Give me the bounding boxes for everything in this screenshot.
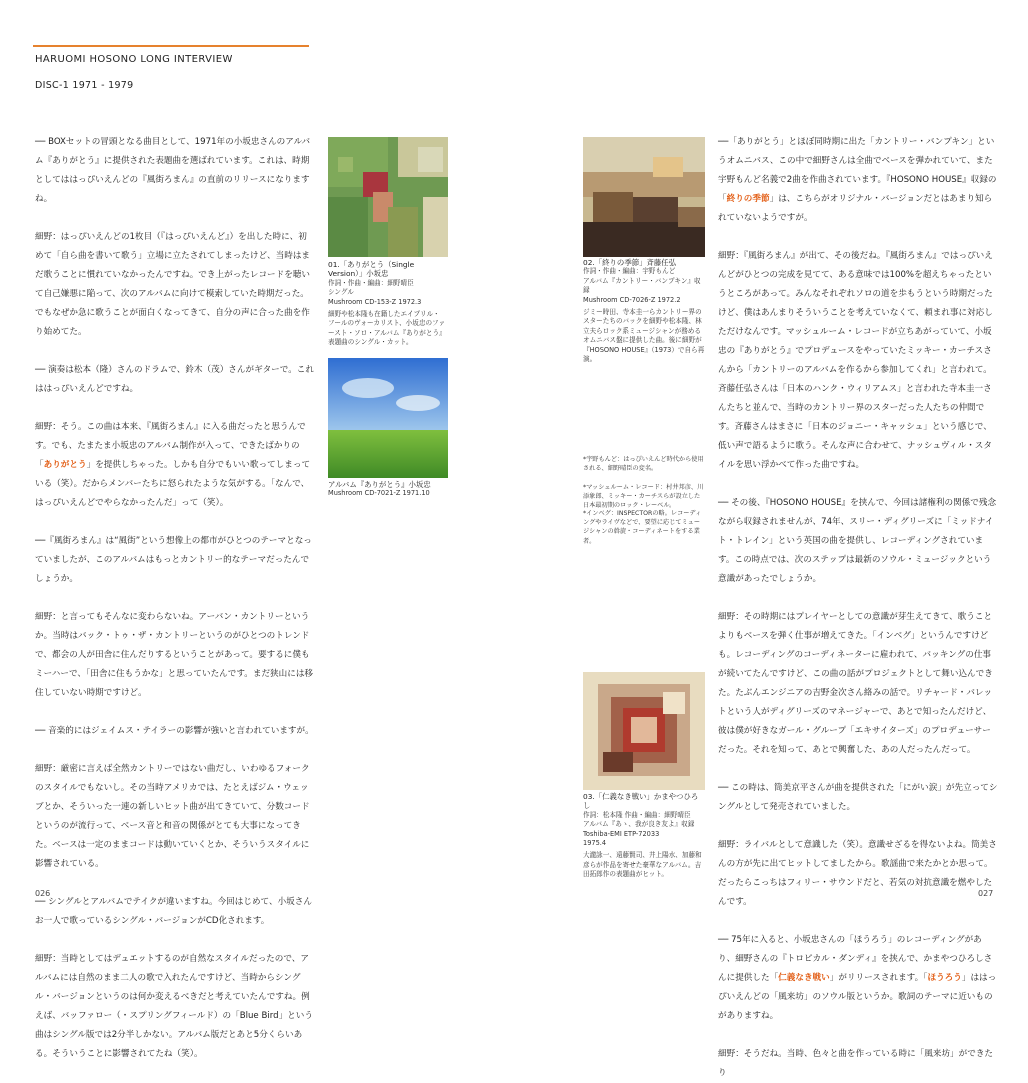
paragraph: 細野：と言ってもそんなに変わらないね。アーバン・カントリーというか。当時はバック・トゥ・ザ・カントリーというのがひとつのトレンドで、都会の人が田舎に住んだりするということがあって。要するに僕もミーハーで、「田舎に住もうかな」と思っていたんです。まだ狭山には移住していない時期ですけど。 bbox=[35, 612, 314, 698]
highlighted-title: 仁義なき戦い bbox=[778, 973, 830, 983]
arigatou-single-cover-image bbox=[328, 137, 448, 257]
paragraph: 細野：そう。この曲は本来、『風街ろまん』に入る曲だったと思うんです。でも、たまたま小坂忠のアルバム制作が入って、できたばかりの「ありがとう」を提供しちゃった。しかも自分でもいい歌ってしまっている（笑）。だからメンバーたちに怒られたような気がする。「なんで、はっぴいえんどでやらなかったんだ」って（笑）。 bbox=[35, 422, 311, 508]
paragraph: ──「ありがとう」とほぼ同時期に出た「カントリー・バンプキン」というオムニバス、この中で細野さんは全曲でベースを弾かれていて、また宇野もんど名義で2曲を作曲されています。『HOSONO HOUSE』収録の「終りの季節」は、こちらがオリジナル・バージョンだとはあまり知られていないようですが。 bbox=[718, 137, 997, 223]
paragraph: 細野：はっぴいえんどの1枚目（『はっぴいえんど』）を出した時に、初めて「自ら曲を書いて歌う」立場に立たされてしまったけど、当時はまだ歌うことに慣れていなかったんですね。でき上がったレコードを聴いて自己嫌悪に陥って、次のアルバムに向けて模索していた時期だった。でもなぜか急に歌うことが面白くなってきて、自分の声に合った曲を作り始めてた。 bbox=[35, 232, 311, 337]
footnote-mushroom-records: *マッシュルーム・レコード：村井邦彦、川添象郎、ミッキー・カーチスらが設立した日本最初期のロック・レーベル。 bbox=[583, 484, 704, 510]
country-bumpkin-cover-image bbox=[583, 137, 705, 257]
paragraph: 細野：その時期にはプレイヤーとしての意識が芽生えてきて、歌うことよりもベースを弾く仕事が増えてきた。「インベグ」というんですけども。レコーディングのコーディネーターに雇われて、バッキングの仕事が続いてたんですけど、この曲の話がプロジェクトとして舞い込んできた。たぶんエンジニアの吉野金次さん絡みの話で。リチャード・バレットという人がディグリーズのマネージャーで、あとで知ったんだけど、彼は僕が好きなガール・グループ「エキサイターズ」のプロデューサーだった。それを知って、あとで興奮した、あの人だったんだって。 bbox=[718, 612, 993, 755]
paragraph: 細野：当時としてはデュエットするのが自然なスタイルだったので、アルバムには自然のまま二人の歌で入れたんですけど、当時からシングル・バージョンというのは何か変えるべきだと考えていたんですね。例えば、バッファロー（・スプリングフィールド）の「Blue Bird」という曲はシングル版では2分半しかない。アルバム版だとあと5分くらいある。そういうことに影響されてたね（笑）。 bbox=[35, 954, 313, 1059]
left-text-column bbox=[35, 133, 315, 1083]
paragraph: ── この時は、筒美京平さんが曲を提供された「にがい涙」が先立ってシングルとして発売されていました。 bbox=[718, 783, 998, 812]
paragraph: ── BOXセットの冒頭となる曲目として、1971年の小坂忠さんのアルバム『ありがとう』に提供された表題曲を選ばれています。これは、時期としてははっぴいえんどの『風街ろまん』の直前のリリースになりますね。 bbox=[35, 137, 311, 204]
caption-single-arigatou: 01.「ありがとう（Single Version）」小坂忠 作詞・作曲・編曲：細野晴臣 シングル Mushroom CD-153-Z 1972.3 細野や松本隆も在籍したエイプリル・フールのヴォーカリスト、小坂忠のファースト・ソロ・アルバム『ありがとう』表題曲のシングル・カット。 bbox=[328, 260, 446, 347]
paragraph: ── 演奏は松本（隆）さんのドラムで、鈴木（茂）さんがギターで。これははっぴいえんどですね。 bbox=[35, 365, 314, 394]
arigatou-album-cover-image bbox=[328, 358, 448, 478]
paragraph: ── シングルとアルバムでテイクが違いますね。今回はじめて、小坂さんお一人で歌っているシングル・バージョンがCD化されます。 bbox=[35, 897, 312, 926]
paragraph: ── 75年に入ると、小坂忠さんの「ほうろう」のレコーディングがあり、細野さんの『トロピカル・ダンディ』を挟んで、かまやつひろしさんに提供した「仁義なき戦い」がリリースされます。「ほうろう」ははっぴいえんどの「風来坊」のソウル版というか。歌詞のテーマに近いものがありますね。 bbox=[718, 935, 997, 1021]
footnote-inspector: *インベグ：INSPECTORの略。レコーディングやライヴなどで、要望に応じてミュージシャンの斡旋・コーディネートをする業者。 bbox=[583, 510, 702, 545]
paragraph: 細野：『風街ろまん』が出て、その後だね。『風街ろまん』ではっぴいえんどがひとつの完成を見てて、ある意味では100%を超えちゃったというところがあって。みんなそれぞれソロの道を歩もうという時期だったけど、僕はあんまりそういうことを考えていなくて、頼まれ事に対応しただけなんです。マッシュルーム・レコードが立ちあがっていて、小坂忠の『ありがとう』でプロデュースをやっていたミッキー・カーチスさんから「カントリーのアルバムを作るから参加してくれ」と言われて。斉藤任弘さんは「日本のハンク・ウィリアムス」と言われた寺本圭一さんたちと並んで、当時のカントリー界のスターだった人たちの仲間です。斉藤さんはまさに「日本のジョニー・キャッシュ」という感じで、低い声で語るように歌う。そんな声に合わせて、ナッシュヴィル・スタイルを思い浮かべて作った曲ですね。 bbox=[718, 251, 993, 470]
paragraph: 細野：そうだね。当時、色々と曲を作っている時に「風来坊」ができたり bbox=[718, 1049, 994, 1078]
caption-album-arigatou: アルバム『ありがとう』小坂忠 Mushroom CD-7021-Z 1971.10 bbox=[328, 480, 431, 498]
caption-jingi-naki-tatakai: 03.「仁義なき戦い」かまやつひろし 作詞：松本隆 作曲・編曲：細野晴臣 アルバム『あゝ、我が良き友よ』収録 Toshiba-EMI ETP-72033 1975.4 大瀧詠一、遠藤賢司、井上陽水、加藤和彦らが作品を寄せた豪華なアルバム。吉田拓郎作の表題曲がヒット。 bbox=[583, 792, 702, 879]
highlighted-title: ありがとう bbox=[43, 460, 87, 470]
paragraph: ── その後、『HOSONO HOUSE』を挟んで、今回は諸権利の関係で残念ながら収録されませんが、74年、スリー・ディグリーズに「ミッドナイト・トレイン」という英国の曲を提供し、レコーディングされています。この時点では、次のステップは最新のソウル・ミュージックという意識があったでしょうか。 bbox=[718, 498, 997, 584]
caption-title: 01.「ありがとう（Single Version）」小坂忠 bbox=[328, 260, 415, 279]
page-number-right: 027 bbox=[978, 889, 994, 898]
page-number-left: 026 bbox=[35, 889, 51, 898]
highlighted-title: 終りの季節 bbox=[726, 194, 770, 204]
interview-title: HARUOMI HOSONO LONG INTERVIEW bbox=[35, 54, 233, 65]
header-accent-rule bbox=[33, 45, 309, 47]
right-text-column bbox=[718, 133, 998, 1083]
disc-label: DISC-1 1971 - 1979 bbox=[35, 80, 134, 91]
caption-owari-no-kisetsu: 02.「終りの季節」斉藤任弘 作詞・作曲・編曲：宇野もんど アルバム『カントリー・バンプキン』収録 Mushroom CD-7026-Z 1972.2 ジミー時田、寺本圭一らカントリー界のスターたちのバックを細野や松本隆、林立夫らロック系ミュージシャンが務めるオムニバス盤に提供した曲。後に細野が『HOSONO HOUSE』（1973）で自ら再演。 bbox=[583, 258, 705, 364]
footnote-uno-mondo: *宇野もんど：はっぴいえんど時代から使用される、細野晴臣の変名。 bbox=[583, 456, 704, 473]
highlighted-title: ほうろう bbox=[927, 973, 962, 983]
paragraph: 細野：厳密に言えば全然カントリーではない曲だし、いわゆるフォークのスタイルでもないし。その当時アメリカでは、たとえばジム・ウェッブとか、そういった一連の新しいヒット曲が出てきていて、分数コードというのが流行って、ベース音と和音の関係がとても大事になってきた。ベースは一定のままコードは動いていくとか、そういうスタイルに影響されている。 bbox=[35, 764, 310, 869]
paragraph: ──『風街ろまん』は“風街”という想像上の都市がひとつのテーマとなっていましたが、このアルバムはもっとカントリー的なテーマだったんでしょうか。 bbox=[35, 536, 312, 584]
jingi-naki-tatakai-cover-image bbox=[583, 672, 705, 790]
paragraph: ── 音楽的にはジェイムス・テイラーの影響が強いと言われていますが。 bbox=[35, 726, 314, 736]
paragraph: 細野：ライバルとして意識した（笑）。意識せざるを得ないよね。筒美さんの方が先に出てヒットしてましたから。歌謡曲で来たかとか思って。だったらこっちはフィリー・サウンドだと、若気の対抗意識を燃やしたんです。 bbox=[718, 840, 997, 907]
